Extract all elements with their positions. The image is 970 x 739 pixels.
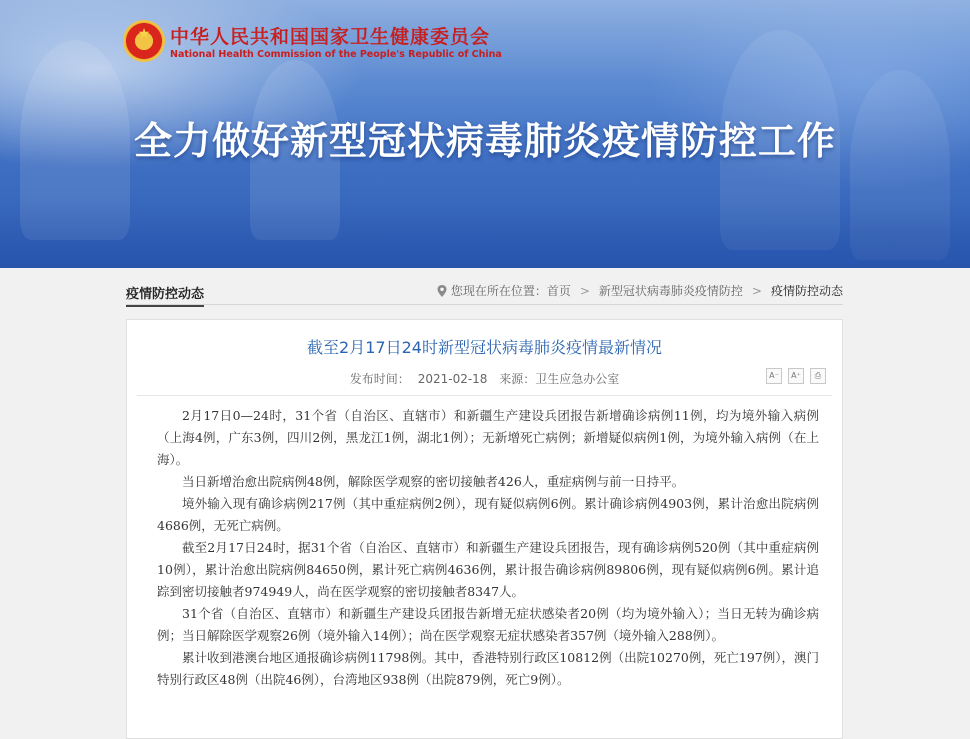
article-paragraph: 截至2月17日24时，据31个省（自治区、直辖市）和新疆生产建设兵团报告，现有确诊病例520例（其中重症病例10例），累计治愈出院病例84650例，累计死亡病例4636例，累计报告确诊病例89806例，现有疑似病例6例。累计追踪到密切接触者974949人，尚在医学观察的密切接触者8347人。 <box>157 540 819 599</box>
font-decrease-icon[interactable]: A⁻ <box>766 368 782 384</box>
article-title: 截至2月17日24时新型冠状病毒肺炎疫情最新情况 <box>307 338 662 357</box>
article-paragraph: 境外输入现有确诊病例217例（其中重症病例2例），现有疑似病例6例。累计确诊病例4903例，累计治愈出院病例4686例，无死亡病例。 <box>157 496 819 533</box>
article-source: 来源：卫生应急办公室 <box>499 372 620 386</box>
article-panel <box>126 319 843 739</box>
breadcrumb <box>437 282 843 299</box>
article-paragraph: 当日新增治愈出院病例48例，解除医学观察的密切接触者426人，重症病例与前一日持平。 <box>182 474 685 489</box>
breadcrumb-epidemic-link[interactable]: 新型冠状病毒肺炎疫情防控 <box>598 284 743 298</box>
national-emblem-icon[interactable] <box>123 20 165 62</box>
site-banner <box>0 0 970 268</box>
banner-slogan: 全力做好新型冠状病毒肺炎疫情防控工作 <box>133 119 836 163</box>
location-pin-icon <box>437 285 447 297</box>
article-paragraph: 31个省（自治区、直辖市）和新疆生产建设兵团报告新增无症状感染者20例（均为境外输入）；当日无转为确诊病例；当日解除医学观察26例（境外输入14例）；尚在医学观察无症状感染者357例（境外输入288例）。 <box>157 606 819 643</box>
article-meta <box>127 370 842 387</box>
article-tools <box>766 368 826 384</box>
divider <box>137 395 832 396</box>
breadcrumb-current-link[interactable]: 疫情防控动态 <box>770 284 843 298</box>
print-icon[interactable]: ⎙ <box>810 368 826 384</box>
font-increase-icon[interactable]: A⁺ <box>788 368 804 384</box>
breadcrumb-separator-icon: > <box>579 283 590 298</box>
publish-label: 发布时间： <box>349 372 410 386</box>
article-body <box>157 405 819 691</box>
breadcrumb-home-link[interactable]: 首页 <box>546 284 571 298</box>
section-title: 疫情防控动态 <box>126 283 204 307</box>
article-paragraph: 2月17日0—24时，31个省（自治区、直辖市）和新疆生产建设兵团报告新增确诊病例11例，均为境外输入病例（上海4例，广东3例，四川2例，黑龙江1例，湖北1例）；无新增死亡病例；新增疑似病例1例，为境外输入病例（在上海）。 <box>157 408 819 467</box>
org-name-cn[interactable]: 中华人民共和国国家卫生健康委员会 <box>170 26 491 48</box>
publish-date: 2021-02-18 <box>417 372 488 386</box>
breadcrumb-prefix: 您现在所在位置： <box>450 284 547 298</box>
breadcrumb-separator-icon: > <box>751 283 762 298</box>
org-name-en[interactable]: National Health Commission of the People's Republic of China <box>170 49 502 60</box>
article-paragraph: 累计收到港澳台地区通报确诊病例11798例。其中，香港特别行政区10812例（出院10270例，死亡197例），澳门特别行政区48例（出院46例），台湾地区938例（出院879例，死亡9例）。 <box>157 650 819 687</box>
crumb-row <box>126 278 843 305</box>
